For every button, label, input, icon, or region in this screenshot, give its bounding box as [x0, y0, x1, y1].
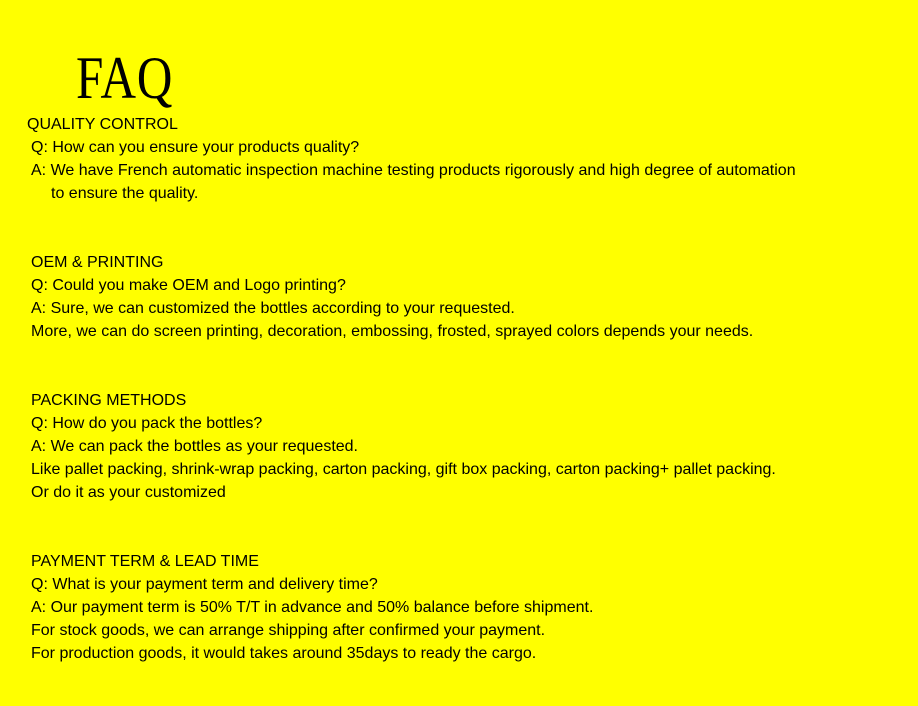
page-title: FAQ	[76, 45, 174, 111]
quality-control-answer-continued: to ensure the quality.	[51, 185, 199, 202]
oem-printing-answer: A: Sure, we can customized the bottles according to your requested.	[31, 300, 515, 317]
packing-methods-question: Q: How do you pack the bottles?	[31, 415, 263, 432]
packing-methods-answer-options: Like pallet packing, shrink-wrap packing, carton packing, gift box packing, carton packing+ pallet packing.	[31, 461, 776, 478]
payment-term-answer: A: Our payment term is 50% T/T in advance and 50% balance before shipment.	[31, 599, 594, 616]
payment-term-production-goods: For production goods, it would takes around 35days to ready the cargo.	[31, 645, 537, 662]
section-heading-packing-methods: PACKING METHODS	[31, 392, 187, 409]
quality-control-question: Q: How can you ensure your products quality?	[31, 139, 360, 156]
payment-term-stock-goods: For stock goods, we can arrange shipping after confirmed your payment.	[31, 622, 546, 639]
section-heading-oem-printing: OEM & PRINTING	[31, 254, 164, 271]
packing-methods-answer: A: We can pack the bottles as your requested.	[31, 438, 358, 455]
quality-control-answer: A: We have French automatic inspection machine testing products rigorously and high degree of automation	[31, 162, 796, 179]
oem-printing-answer-detail: More, we can do screen printing, decoration, embossing, frosted, sprayed colors depends your needs.	[31, 323, 754, 340]
packing-methods-answer-custom: Or do it as your customized	[31, 484, 226, 501]
payment-term-question: Q: What is your payment term and delivery time?	[31, 576, 378, 593]
section-heading-quality-control: QUALITY CONTROL	[27, 116, 178, 133]
section-heading-payment-term: PAYMENT TERM & LEAD TIME	[31, 553, 259, 570]
oem-printing-question: Q: Could you make OEM and Logo printing?	[31, 277, 346, 294]
